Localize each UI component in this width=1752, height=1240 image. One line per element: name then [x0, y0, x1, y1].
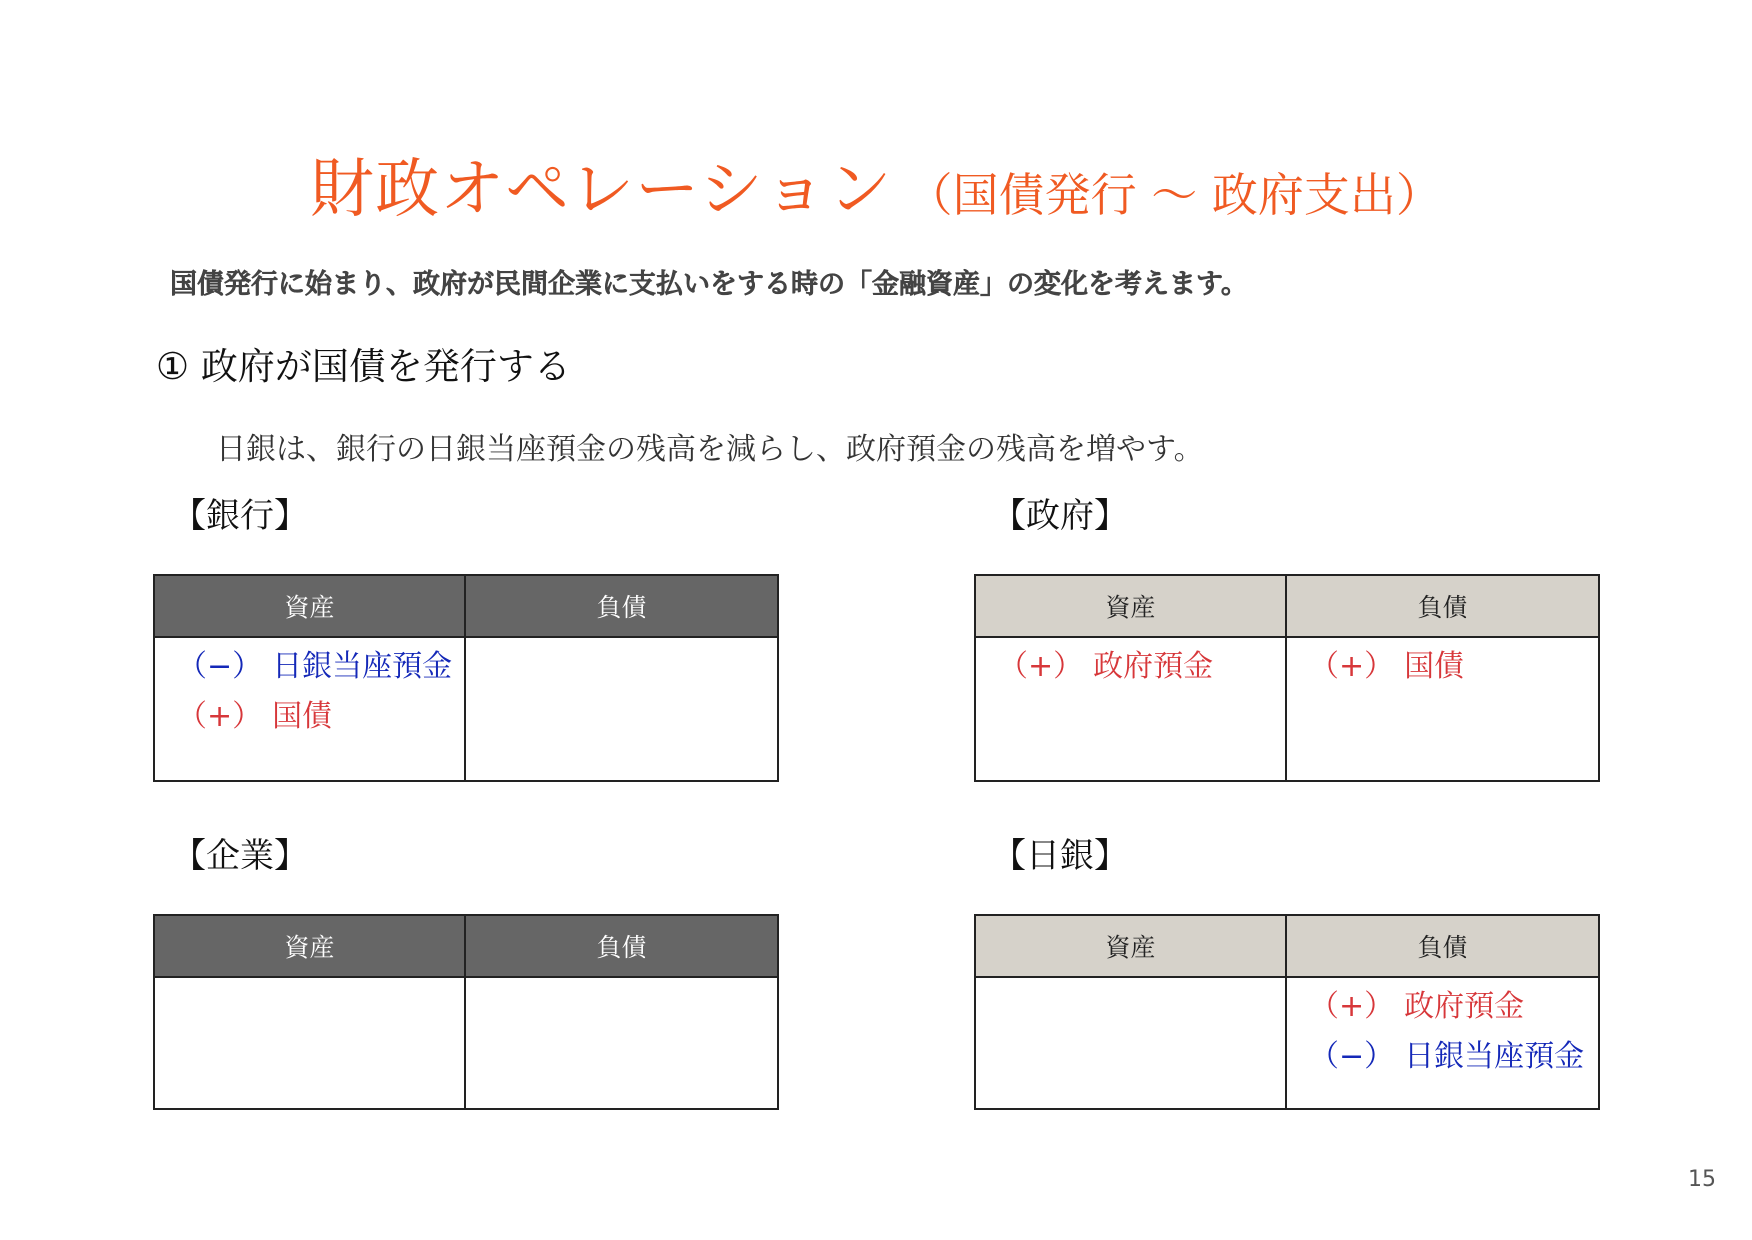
entry-sign: （+） — [177, 699, 263, 734]
slide-title — [0, 138, 1752, 230]
government-balance-sheet — [974, 574, 1600, 782]
company-label: 【企業】 — [172, 836, 308, 876]
bank-assets — [155, 638, 466, 780]
entry-item: 日銀当座預金 — [1404, 1039, 1585, 1074]
government-liability-header: 負債 — [1287, 576, 1598, 638]
ledger-entry — [177, 692, 464, 742]
bank-balance-sheet — [153, 574, 779, 782]
entry-sign: （+） — [1309, 989, 1395, 1024]
company-liability-header: 負債 — [466, 916, 777, 978]
bank-liability-header: 負債 — [466, 576, 777, 638]
slide-title-main: 財政オペレーション — [310, 153, 893, 227]
step-heading: ① 政府が国債を発行する — [156, 345, 571, 388]
ledger-entry — [177, 642, 464, 692]
entry-sign: （+） — [998, 649, 1084, 684]
page-number: 15 — [1688, 1167, 1716, 1192]
boj-liability-header: 負債 — [1287, 916, 1598, 978]
boj-label: 【日銀】 — [992, 836, 1128, 876]
ledger-entry — [1309, 982, 1598, 1032]
explanation-text: 日銀は、銀行の日銀当座預金の残高を減らし、政府預金の残高を増やす。 — [216, 432, 1204, 467]
entry-item: 国債 — [272, 699, 333, 734]
government-asset-header: 資産 — [976, 576, 1287, 638]
company-asset-header: 資産 — [155, 916, 466, 978]
government-label: 【政府】 — [992, 496, 1128, 536]
government-assets — [976, 638, 1287, 780]
entry-sign: （−） — [177, 649, 263, 684]
entry-sign: （−） — [1309, 1039, 1395, 1074]
intro-text: 国債発行に始まり、政府が民間企業に支払いをする時の「金融資産」の変化を考えます。 — [170, 269, 1248, 300]
boj-asset-header: 資産 — [976, 916, 1287, 978]
company-liabilities — [466, 978, 777, 1108]
entry-item: 政府預金 — [1093, 649, 1214, 684]
company-assets — [155, 978, 466, 1108]
boj-balance-sheet — [974, 914, 1600, 1110]
entry-sign: （+） — [1309, 649, 1395, 684]
company-balance-sheet — [153, 914, 779, 1110]
entry-item: 日銀当座預金 — [272, 649, 453, 684]
government-liabilities — [1287, 638, 1598, 780]
entry-item: 政府預金 — [1404, 989, 1525, 1024]
boj-liabilities — [1287, 978, 1598, 1108]
ledger-entry — [998, 642, 1285, 692]
bank-liabilities — [466, 638, 777, 780]
ledger-entry — [1309, 1032, 1598, 1082]
boj-assets — [976, 978, 1287, 1108]
ledger-entry — [1309, 642, 1598, 692]
slide-title-sub: （国債発行 ～ 政府支出） — [906, 168, 1442, 222]
entry-item: 国債 — [1404, 649, 1465, 684]
bank-label: 【銀行】 — [172, 496, 308, 536]
bank-asset-header: 資産 — [155, 576, 466, 638]
